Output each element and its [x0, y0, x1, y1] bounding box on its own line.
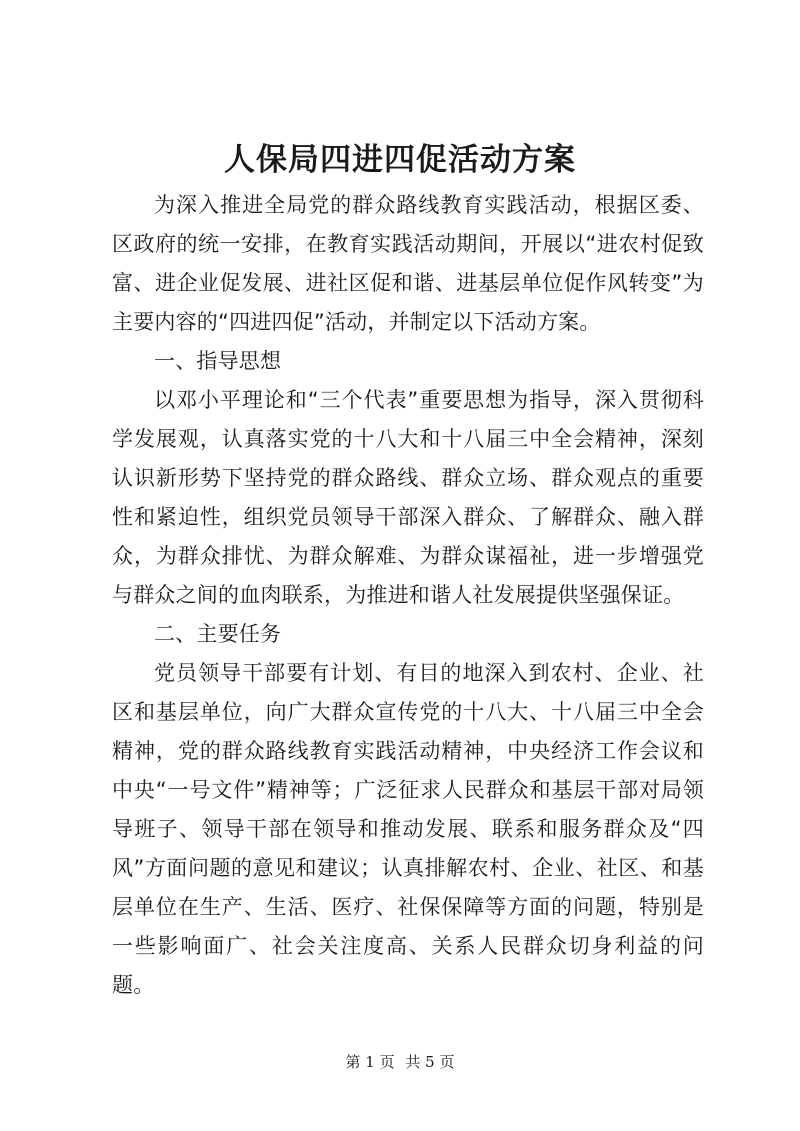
page-footer — [0, 1052, 800, 1072]
page-number-current: 第 1 页 — [345, 1053, 395, 1071]
section-paragraph-guiding-ideology: 以邓小平理论和“三个代表”重要思想为指导，深入贯彻科学发展观，认真落实党的十八大和十八届三中全会精神，深刻认识新形势下坚持党的群众路线、群众立场、群众观点的重要性和紧迫性，组织党员领导干部深入群众、了解群众、融入群众，为群众排忧、为群众解难、为群众谋福祉，进一步增强党与群众之间的血肉联系，为推进和谐人社发展提供坚强保证。 — [112, 388, 704, 607]
document-title: 人保局四进四促活动方案 — [224, 142, 576, 178]
section-heading-guiding-ideology: 一、指导思想 — [154, 349, 282, 373]
section-paragraph-main-tasks: 党员领导干部要有计划、有目的地深入到农村、企业、社区和基层单位，向广大群众宣传党的十八大、十八届三中全会精神，党的群众路线教育实践活动精神，中央经济工作会议和中央“一号文件”精神等；广泛征求人民群众和基层干部对局领导班子、领导干部在领导和推动发展、联系和服务群众及“四风”方面问题的意见和建议；认真排解农村、企业、社区、和基层单位在生产、生活、医疗、社保保障等方面的问题，特别是一些影响面广、社会关注度高、关系人民群众切身利益的问题。 — [112, 661, 704, 997]
page-number-total: 共 5 页 — [405, 1053, 455, 1071]
intro-paragraph: 为深入推进全局党的群众路线教育实践活动，根据区委、区政府的统一安排，在教育实践活动期间，开展以“进农村促致富、进企业促发展、进社区促和谐、进基层单位促作风转变”为主要内容的“四进四促”活动，并制定以下活动方案。 — [112, 193, 704, 334]
document-body — [112, 186, 704, 1005]
section-heading-main-tasks: 二、主要任务 — [154, 622, 282, 646]
